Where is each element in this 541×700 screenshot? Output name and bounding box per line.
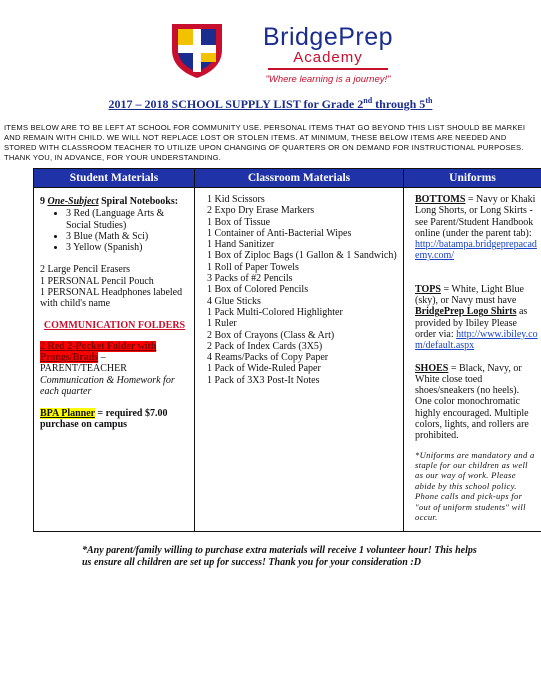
list-item: 4 Reams/Packs of Copy Paper [207, 352, 329, 364]
bottoms-text: = Navy or Khaki Long Shorts, or Long Skirts - see Parent/Student Handbook online (under the parent tab): [415, 194, 536, 239]
brand-tagline: "Where learning is a journey!" [265, 74, 391, 85]
tops-label: TOPS [415, 283, 441, 295]
spacer [415, 352, 538, 363]
notebook-colors-list [40, 208, 189, 253]
uniforms-header: Uniforms [404, 169, 541, 188]
header [0, 10, 541, 90]
tops-bold: BridgePrep Logo Shirts [415, 306, 517, 318]
classroom-materials-cell [195, 188, 403, 386]
student-materials-column [34, 169, 195, 531]
shield-logo-icon [168, 20, 226, 80]
tops-text: = White, Light Blue (sky), or Navy must have [415, 283, 524, 307]
title-mid: through 5 [372, 97, 426, 111]
list-item: 1 Ruler [207, 318, 237, 330]
folder-line2: PARENT/TEACHER [40, 363, 127, 375]
brand-sub: Academy [293, 49, 363, 66]
classroom-materials-header: Classroom Materials [195, 169, 403, 188]
list-item: 2 Pack of Index Cards (3X5) [207, 340, 323, 352]
list-item: 1 Pack of 3X3 Post-It Notes [207, 374, 320, 386]
title-prefix: 2017 – 2018 SCHOOL SUPPLY LIST for Grade 2 [108, 97, 364, 111]
list-item: 1 Kid Scissors [207, 194, 265, 205]
footer-note: *Any parent/family willing to purchase extra materials will receive 1 volunteer hour! This helps us ensure all children are set up for success! Thank you for your consideration :D [82, 545, 477, 568]
student-materials-header: Student Materials [34, 169, 194, 188]
shoes-label: SHOES [415, 362, 449, 374]
folder-dash: – [98, 351, 106, 363]
supply-table [33, 168, 541, 532]
planner-rest: = required $7.00 purchase on campus [40, 408, 168, 431]
list-item: 1 Pack Multi-Colored Highlighter [207, 306, 343, 318]
spacer [415, 273, 538, 284]
bottoms-block [415, 194, 538, 262]
tops-link[interactable]: http://www.ibiley.com/default.aspx [415, 328, 538, 352]
title-sup-th: th [425, 96, 433, 105]
list-item: 1 Hand Sanitizer [207, 239, 275, 251]
list-item: 1 PERSONAL Headphones labeled with child's name [40, 287, 183, 310]
list-item: 2 Box of Crayons (Class & Art) [207, 329, 335, 341]
folder-note: Communication & Homework for each quarter [40, 374, 175, 397]
intro-line: AND REMAIN WITH CHILD. WE WILL NOT REPLACE LOST OR STOLEN ITEMS. AT MINIMUM, THESE BELOW ITEMS ARE NEEDED AND [4, 133, 507, 142]
spacer [40, 253, 189, 264]
uniforms-cell [404, 188, 541, 522]
list-item: 1 Container of Anti-Bacterial Wipes [207, 227, 352, 239]
brand-block [228, 24, 428, 85]
spacer [415, 262, 538, 273]
list-item: 1 Box of Ziploc Bags (1 Gallon & 1 Sandwich) [207, 250, 397, 262]
brand-name: BridgePrep [262, 23, 394, 51]
shoes-text: = Black, Navy, or White close toed shoes/sneakers (no heels). One color monochromatic highly encouraged. Multiple colors, lights, and rollers are prohibited. [415, 362, 529, 442]
tops-block [415, 284, 538, 352]
list-item: 2 Expo Dry Erase Markers [207, 205, 315, 217]
list-item: • 3 Yellow (Spanish) [66, 242, 189, 253]
bottoms-link[interactable]: http://batampa.bridgeprepacademy.com/ [415, 239, 537, 262]
list-item: 3 Packs of #2 Pencils [207, 273, 293, 285]
list-item: 1 Box of Tissue [207, 216, 271, 228]
student-materials-cell [34, 188, 194, 431]
uniform-note: *Uniforms are mandatory and a staple for our children as well as our way of work. Please abide by this school policy. Phone calls and pick-ups for "out of uniform students" will occur. [415, 449, 535, 523]
notebooks-line [40, 196, 189, 207]
classroom-materials-column [195, 169, 404, 531]
tops-text2: as provided by Ibiley Please order via: [415, 306, 528, 340]
notebooks-count: 9 [40, 196, 48, 207]
intro-line: THANK YOU, IN ADVANCE, FOR YOUR UNDERSTANDING. [4, 153, 222, 162]
planner-line [40, 408, 189, 431]
intro-text [4, 123, 539, 163]
uniforms-column [404, 169, 541, 531]
folder-line [40, 341, 189, 364]
folder-highlight: 2 Red 2-Pocket Folder with Prongs/Brads [40, 340, 157, 363]
shoes-block [415, 363, 538, 442]
spacer [40, 397, 189, 408]
intro-line: STORED WITH CLASSROOM TEACHER TO UTILIZE UPON CHANGING OF QUARTERS OR ON DEMAND FOR INSTRUCTIONAL PURPOSES. [4, 143, 524, 152]
brand-divider [268, 68, 388, 70]
notebooks-type: One-Subject [47, 196, 99, 207]
intro-line: ITEMS BELOW ARE TO BE LEFT AT SCHOOL FOR COMMUNITY USE. PERSONAL ITEMS THAT GO BEYOND THIS LIST SHOULD BE MARKEI [4, 123, 526, 132]
communication-folders-heading: COMMUNICATION FOLDERS [43, 319, 186, 331]
page-title [0, 96, 541, 112]
list-item: • 3 Red (Language Arts & Social Studies) [66, 208, 189, 231]
list-item: 1 PERSONAL Pencil Pouch [40, 275, 154, 287]
planner-highlight: BPA Planner [40, 408, 95, 420]
list-item: 4 Glue Sticks [207, 295, 261, 307]
list-item: 1 Box of Colored Pencils [207, 284, 309, 296]
list-item: 1 Roll of Paper Towels [207, 261, 299, 273]
list-item: • 3 Blue (Math & Sci) [66, 231, 189, 242]
title-sup-nd: nd [363, 96, 373, 105]
list-item: 1 Pack of Wide-Ruled Paper [207, 363, 321, 375]
notebooks-rest: Spiral Notebooks: [98, 196, 179, 207]
list-item: 2 Large Pencil Erasers [40, 264, 131, 276]
bottoms-label: BOTTOMS [415, 194, 466, 205]
